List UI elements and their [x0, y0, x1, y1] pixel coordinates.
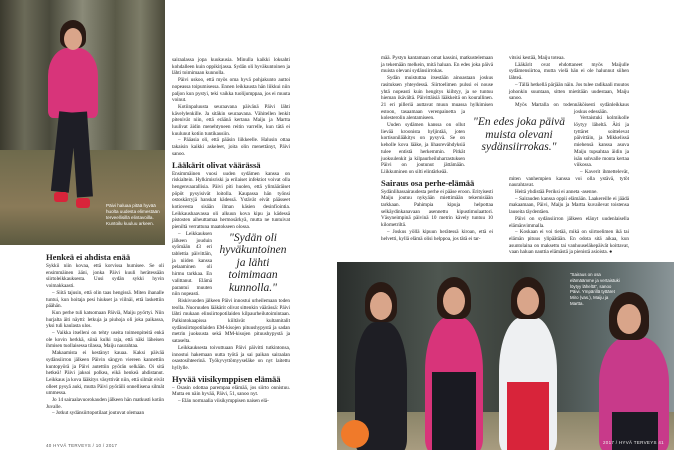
paragraph: – Sairauden kanssa oppii elämään. Laakereille ei jäädä makaamaan, Päivi, Maiju ja Martta kuvailevat toistensa lauseita täydentäen.: [509, 195, 629, 216]
family-photo: [337, 262, 674, 450]
paragraph: – Leikkauksen jälkeen jouduin syömään 43 eri tablettia päivittäin, ja niiden kanssa pelaaminen oli hirmu tarkkaa. En valittanut. Elämä parantui muuten niin nopeasti.: [172, 230, 212, 298]
pull-quote: "Sydän oli hyväkuntoinen ja lähti toimimaan kunnolla.": [219, 231, 287, 294]
paragraph: Sykkii niin kovaa, että korvissa humisee. Se oli ensimmäinen ääni, jonka Päivi kuuli herätessään siirtoleikkauksesta. Uusi sydän sykki hyvin voimakkaasti.: [46, 263, 164, 290]
paragraph: – Joskus yöllä kipuun herätessä kiroan, että ei helvetti, kyllä elämä olisi helppoa, jos tätä ei tar-: [381, 228, 493, 242]
paragraph: Makaamista ei kestänyt kauaa. Kaksi päivää sydänsiirron jälkeen Päivin sängyn viereen kannettiin kuntopyörä ja Päivi autettiin pyörän selkään. Oi sitä hetkeä! Päivi jaksoi polkea, eikä henkeä ahdistanut. Leikkaus ja kova lääkitys väsyttivät niin, että silmät eivät olleet pysyä auki, mutta Päivi pyöräili onnellisena silmät ummessa.: [46, 350, 164, 397]
paragraph: vitsisi kestää, Maiju toteaa.: [509, 55, 565, 61]
paragraph: sairaalassa jopa kuukausia. Minulla kaikki loksahti kohdalleen kuin oppikirjassa. Sydän oli hyväkuntoinen ja lähti toimimaan kunnolla.: [172, 57, 290, 77]
paragraph: Leikkauksesta toivuttuaan Päivi päivitti tutkintonsa, innostui hakemaan uutta työtä ja sai paikan sairaalan osastosihteerinä. Työkyvyttömyyseläke on nyt laitettu hyllylle.: [172, 344, 290, 371]
paragraph: – Elän normaalia viisikymppisen naisen elä-: [178, 398, 269, 405]
paragraph: Kun perhe tuli katsomaan Päiviä, Maiju pyörtyi. Niin hurjalta äiti näytti: letkuja ja piuhoja oli joka paikassa, yksi tuli kaulasta ulos.: [46, 309, 164, 330]
paragraph: Jo 14 sairaalavuorokauden jälkeen hän matkusti kotiin Juvalle.: [46, 397, 164, 410]
photo-caption: "Sairaus on osa elämäämme ja vertaistuki löytyy läheltä", sanoo Päivi. Ympärillä tyttäret Miro (vas.), Maiju ja Martta.: [570, 272, 620, 306]
paragraph: Vertaistuki kolmikolle löytyy läheltä. Äiti ja tyttäret soittelevat päivittäin, ja Mikkelissä miehensä kanssa asuva Maiju tupsahtaa äidin ja isän sohvalle monta kertaa viikossa.: [574, 115, 629, 169]
photo-caption: Päivi haluaa pitää hyvää huolta uudesta elimestään terveellisillä elintavoilla. Kuntoilu kuuluu arkeen.: [106, 203, 160, 226]
paragraph: Sydän muistuttaa itsestään ainoastaan joskus rasituksen yhteydessä. Siirtoelimen pulssi ei nouse yhtä nopeasti kuin hengitys kiihtyy, ja se tuntuu hieman ikävältä. Päivittäisiä lääkkeitä on kourallinen. 21 eri pilleriä auttavat muun muassa hylkimisen estoon, tasaamaan verenpainetta ja kolesterolin alentamiseen.: [381, 75, 493, 122]
paragraph: Lääkärit ovat ehdottaneet myös Maijulle sydämensiirtoa, mutta vielä hän ei ole halunnut siihen lähteä.: [509, 61, 629, 82]
page-footer-right: 2017 / HYVÄ TERVEYS 41: [603, 440, 664, 445]
section-heading: Henkeä ei ahdista enää: [46, 252, 131, 262]
section-heading: Lääkärit olivat väärässä: [172, 159, 261, 170]
paragraph: – Vaikka itselleni on tehty useita toimenpiteitä enkä ole kovin herkkä, siinä kulki raja, että näki läheisen ihmisen tuollaisessa tilassa, Maiju naurahtaa.: [46, 330, 164, 350]
article-column-4: [509, 55, 629, 256]
paragraph: – Siitä tajusin, että olin taas hengissä. Miten ihanalle tuntui, kun hoitaja pesi hiukset ja viilnäi, että laskettiin päähän.: [46, 289, 164, 310]
runner-figure: [48, 48, 98, 118]
paragraph: Heitä yhdistää Periksi ei anneta -asenne.: [515, 189, 598, 196]
frisbee: [341, 420, 369, 448]
paragraph: – Pääasia oli, että pääsin liikkeelle. Halusin ottaa takaisin kaikki askeleet, joita olin menettänyt, Päivi sanoo.: [172, 137, 290, 157]
paragraph: mää. Pystyn kantamaan omat kassini, matkustelemaan ja tekemään melkein, mitä haluan. En edes joka päivä muista olevani sydänsiirrokas.: [381, 55, 493, 75]
paragraph: Riskivuoden jälkeen Päivi innostui urheilemaan toden teolla. Nuoruuden lääkärit olivat sittenkin väärässä: Päivi lähti mukaan elinsiirtopotilaiden kilpaurheilutoimintaan. Palkintokaapissa kiiltävät kultamitalit sydänsiirtopotilaiden EM-kisojen pituushypystä ja sadan metrin juoksusta sekä MM-kisojen pituushypystä ja sataselta.: [172, 297, 290, 345]
paragraph: – Koskaan ei voi tietää, mikä on siirtoelimen ikä tai elämän pituus ylipäätään. En odota sitä aikaa, kun asuntolaina on maksettu tai vanhuuseläkepäivät koittavat, vaan haluan nauttia elämästä ja pienistä asioista. ●: [509, 229, 629, 256]
page-footer-left: 40 HYVÄ TERVEYS / 10 / 2017: [46, 443, 118, 448]
paragraph: Ensimmäinen vuosi uuden sydämen kanssa on riskialtein. Hylkimisriski ja erilaiset infektiot voivat olla hengenvaarallisia. Päivi piti huolen, että ylimääräiset pöpöt pysyisivät loitolla. Kaupassa hän työnsi ostoskärryjä hanskat kädessä. Ystävät eivät päässeet kotiovesta sisään ilman käsien desinfiointia. Leikkaushaavassa oli alkuun kova kipu ja kädessä pistosten aiheuttamaa hermosärkyä, mutta ne tuntuivat pieniltä verrattuna maatokseen olossa.: [172, 170, 290, 231]
paragraph: – Jotkut sydänsiirtopotilaat joutuvat olemaan: [52, 410, 145, 417]
article-column-1: [46, 250, 164, 417]
paragraph: Päivi on sydänsiirron jälkeen elänyt uudenlaisella elämänvimmalla.: [509, 215, 629, 229]
paragraph: – Kaverit ihmettelevät, miten vanhempien kanssa voi olla ystävä, tytöt naurahtavat.: [509, 168, 629, 189]
article-column-2: [172, 57, 290, 405]
runner-photo: [0, 0, 165, 245]
section-heading: Sairaus osa perhe-elämää: [381, 177, 475, 188]
paragraph: Myös Martalla on todennäköisesti sydänleikkaus joskus edessään.: [515, 101, 629, 115]
paragraph: Uuden sydämen kanssa on ollut lievää kroonista hyljintää, joten kortisonilääkitys on pysyvä. Se on keholle kova lääke, ja lihasrevähdyksiä tulee entistä herkemmin. Pitkät juoksulenkit ja kilpaurheiluharrastuksen Päivi on joutunut jättämään. Liikkuminen on silti elintärkeää.: [381, 122, 465, 175]
paragraph: Sydänlihassairaudesta perhe ei pääse eroon. Erityisesti Maiju joutuu nykyään miettimään tekemisiään tarkkaan. Pahimpia kipuja helpottaa selkäydinkanavaan asennettu kipustimulaattori. Väsyneimpinä päivinä 10 metrin kävely tuntuu 10 kilometriltä.: [381, 188, 493, 229]
paragraph: – Osasin odottaa parempaa elämää, jos siirto onnistuu. Mutta en näin hyvää, Päivi, 51, sanoo nyt.: [172, 384, 290, 398]
pull-quote: "En edes joka päivä muista olevani sydänsiirrokas.": [472, 116, 565, 153]
paragraph: Kotiinpaluusta seuraavana päivänä Päivi lähti kävelylenkille. Ja sitäkin seuraavana. Vähitellen lenkit pitenivät niin, että eräänä kertana Maiju ja Martta luulivat äidin menehtyneen reitin varrelle, kun tätä ei kuulunut kotiin tuntikausiin.: [172, 103, 290, 137]
paragraph: – Tällä hetkellä pärjään näin. Jos tulee radikaali muutos johonkin suuntaan, sitten mietitään uudestaan, Maiju sanoo.: [509, 81, 629, 102]
paragraph: Päivi uskoo, että myös oma hyvä pohjakunto auttoi nopeassa toipumisessa. Ennen leikkausta hän liikkui niin paljon kun pystyi, teki vaikka tuolijumppaa, jos ei muuta voinut.: [172, 77, 290, 104]
section-heading: Hyvää viisikymppisen elämää: [172, 373, 281, 384]
